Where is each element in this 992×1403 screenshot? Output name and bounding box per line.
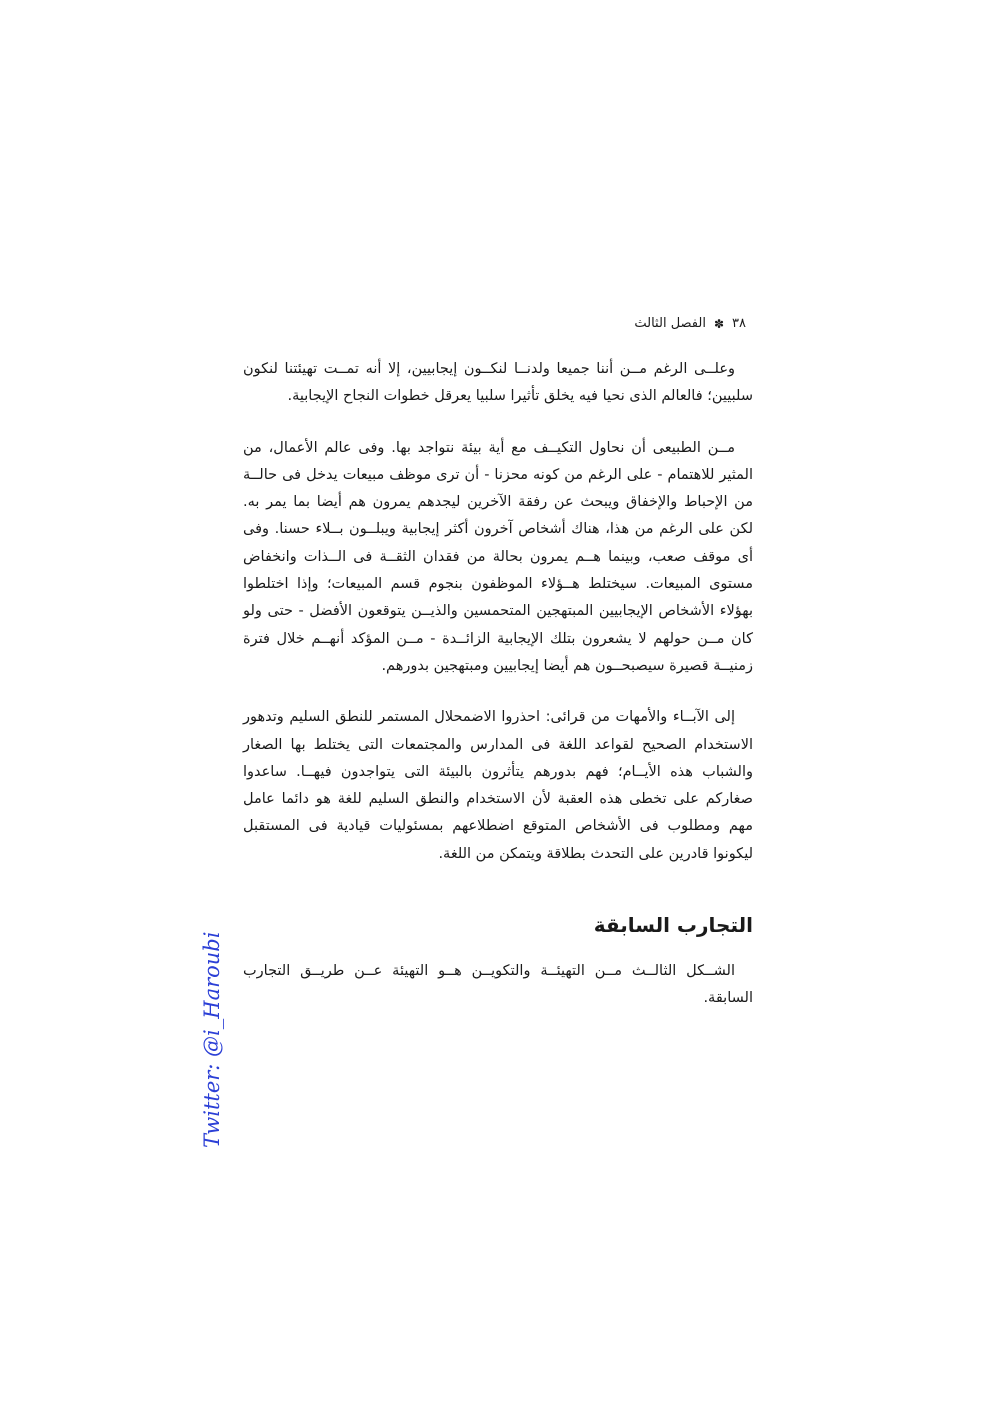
section-paragraph: الشــكل الثالــث مــن التهيئــة والتكويــن هــو التهيئة عــن طريــق التجارب السابقة.: [243, 963, 753, 1007]
page-number: ٣٨: [732, 316, 746, 331]
paragraph-2: مــن الطبيعى أن نحاول التكيــف مع أية بيئة نتواجد بها. وفى عالم الأعمال، من المثير للاهتمام - على الرغم من كونه محزنا - أن ترى موظف مبيعات يدخل فى حالــة من الإحباط والإخفاق ويبحث عن رفقة الآخرين ليجدهم يمرون هم أيضا بما يمر به. لكن على الرغم من هذا، هناك أشخاص آخرون أكثر إيجابية ويبلــون بــلاء حسنا. وفى أى موقف صعب، وبينما هــم يمرون بحالة من فقدان الثقــة فى الــذات وانخفاض مستوى المبيعات. سيختلط هــؤلاء الموظفون بنجوم قسم المبيعات؛ وإذا اختلطوا بهؤلاء الأشخاص الإيجابيين المبتهجين المتحمسين والذيــن يتوقعون الأفضل - حتى ولو كان مــن حولهم لا يشعرون بتلك الإيجابية الزائــدة - مــن المؤكد أنهــم خلال فترة زمنيــة قصيرة سيصبحــون هم أيضا إيجابيين ومبتهجين بدورهم.: [243, 439, 753, 674]
watermark: Twitter: @i_Haroubi: [200, 931, 224, 1148]
section-heading: التجارب السابقة: [593, 913, 753, 938]
paragraph-1: وعلــى الرغم مــن أننا جميعا ولدنــا لنكــون إيجابيين، إلا أنه تمــت تهيئتنا لنكون سلبيين؛ فالعالم الذى نحيا فيه يخلق تأثيرا سلبيا يعرقل خطوات النجاح الإيجابية.: [243, 361, 753, 405]
running-header: [634, 316, 746, 331]
chapter-title: الفصل الثالث: [634, 316, 706, 331]
paragraph-3: إلى الآبــاء والأمهات من قرائى: احذروا الاضمحلال المستمر للنطق السليم وتدهور الاستخدام الصحيح لقواعد اللغة فى المدارس والمجتمعات التى يختلط بها الصغار والشباب هذه الأيــام؛ فهم بدورهم يتأثرون بالبيئة التى يتواجدون فيهــا. ساعدوا صغاركم على تخطى هذه العقبة لأن الاستخدام والنطق السليم للغة هو دائما عامل مهم ومطلوب فى الأشخاص المتوقع اضطلاعهم بمسئوليات قيادية فى المستقبل ليكونوا قادرين على التحدث بطلاقة ويتمكن من اللغة.: [243, 709, 753, 862]
ornament-icon: ✽: [713, 316, 725, 331]
page-body: [243, 356, 753, 1037]
